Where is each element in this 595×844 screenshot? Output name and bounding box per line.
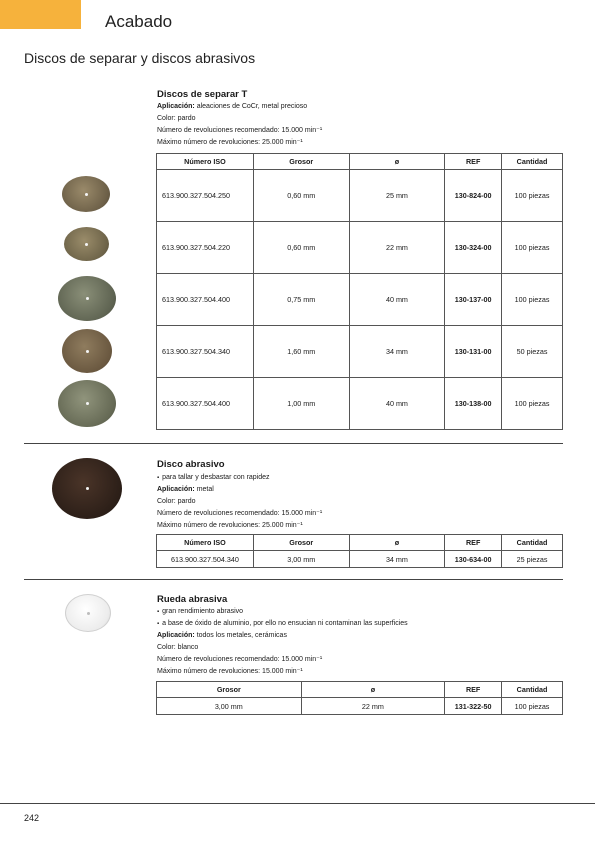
column-header: Grosor xyxy=(253,154,349,170)
table-row xyxy=(157,222,563,274)
thickness-cell: 3,00 mm xyxy=(157,698,302,715)
column-header: ø xyxy=(349,154,445,170)
column-header: ø xyxy=(349,535,445,551)
quantity-cell: 100 piezas xyxy=(502,378,563,430)
iso-number-cell: 613.900.327.504.340 xyxy=(157,551,254,568)
column-header: Grosor xyxy=(157,682,302,698)
product-table-discos-separar xyxy=(156,153,563,430)
quantity-cell: 100 piezas xyxy=(502,170,563,222)
page-header-title: Acabado xyxy=(105,12,173,31)
table-row xyxy=(157,551,563,568)
cutting-disc-image xyxy=(58,276,116,321)
column-header: REF xyxy=(445,682,502,698)
product-table-rueda-abrasiva xyxy=(156,681,563,715)
section-divider xyxy=(24,443,563,444)
table-header-row xyxy=(157,535,563,551)
color-line: Color: blanco xyxy=(157,644,199,651)
ref-cell: 130-137-00 xyxy=(445,274,502,326)
abrasive-disc-image xyxy=(52,458,122,519)
quantity-cell: 100 piezas xyxy=(502,222,563,274)
thickness-cell: 0,60 mm xyxy=(253,170,349,222)
column-header: REF xyxy=(445,535,502,551)
diameter-cell: 34 mm xyxy=(349,551,445,568)
table-row xyxy=(157,170,563,222)
column-header: Cantidad xyxy=(502,682,563,698)
page-number: 242 xyxy=(24,813,40,823)
ref-cell: 130-824-00 xyxy=(445,170,502,222)
cutting-disc-image xyxy=(64,227,109,261)
ref-cell: 130-138-00 xyxy=(445,378,502,430)
rpm-max-line: Máximo número de revoluciones: 25.000 min⁻¹ xyxy=(157,522,303,529)
diameter-cell: 34 mm xyxy=(349,326,445,378)
diameter-cell: 40 mm xyxy=(349,274,445,326)
diameter-cell: 22 mm xyxy=(349,222,445,274)
footer-divider xyxy=(0,803,595,804)
cutting-disc-image xyxy=(58,380,116,427)
quantity-cell: 100 piezas xyxy=(502,698,563,715)
application-line: Aplicación: aleaciones de CoCr, metal precioso xyxy=(157,103,308,110)
rpm-max-line: Máximo número de revoluciones: 25.000 min⁻¹ xyxy=(157,139,303,146)
thickness-cell: 0,60 mm xyxy=(253,222,349,274)
iso-number-cell: 613.900.327.504.340 xyxy=(157,326,254,378)
product-title-discos-separar: Discos de separar T xyxy=(157,89,248,100)
iso-number-cell: 613.900.327.504.220 xyxy=(157,222,254,274)
table-header-row xyxy=(157,154,563,170)
color-line: Color: pardo xyxy=(157,498,196,505)
column-header: REF xyxy=(445,154,502,170)
abrasive-wheel-image xyxy=(65,594,111,632)
ref-cell: 130-634-00 xyxy=(445,551,502,568)
quantity-cell: 25 piezas xyxy=(502,551,563,568)
ref-cell: 130-131-00 xyxy=(445,326,502,378)
rpm-max-line: Máximo número de revoluciones: 15.000 min⁻¹ xyxy=(157,668,303,675)
table-row xyxy=(157,698,563,715)
table-row xyxy=(157,326,563,378)
application-line: Aplicación: todos los metales, cerámicas xyxy=(157,632,287,639)
rpm-recommended-line: Número de revoluciones recomendado: 15.000 min⁻¹ xyxy=(157,656,323,663)
diameter-cell: 22 mm xyxy=(301,698,445,715)
ref-cell: 131-322-50 xyxy=(445,698,502,715)
quantity-cell: 100 piezas xyxy=(502,274,563,326)
column-header: ø xyxy=(301,682,445,698)
iso-number-cell: 613.900.327.504.400 xyxy=(157,378,254,430)
table-header-row xyxy=(157,682,563,698)
thickness-cell: 1,60 mm xyxy=(253,326,349,378)
header-accent-tab xyxy=(0,0,81,29)
product-title-disco-abrasivo: Disco abrasivo xyxy=(157,459,225,470)
column-header: Cantidad xyxy=(502,535,563,551)
product-table-disco-abrasivo xyxy=(156,534,563,568)
quantity-cell: 50 piezas xyxy=(502,326,563,378)
table-row xyxy=(157,378,563,430)
table-row xyxy=(157,274,563,326)
column-header: Cantidad xyxy=(502,154,563,170)
feature-bullet: ▪ gran rendimiento abrasivo xyxy=(157,606,243,618)
rpm-recommended-line: Número de revoluciones recomendado: 15.000 min⁻¹ xyxy=(157,510,323,517)
iso-number-cell: 613.900.327.504.250 xyxy=(157,170,254,222)
product-title-rueda-abrasiva: Rueda abrasiva xyxy=(157,594,228,605)
cutting-disc-image xyxy=(62,329,112,373)
rpm-recommended-line: Número de revoluciones recomendado: 15.000 min⁻¹ xyxy=(157,127,323,134)
column-header: Número ISO xyxy=(157,535,254,551)
section-title: Discos de separar y discos abrasivos xyxy=(24,50,256,66)
ref-cell: 130-324-00 xyxy=(445,222,502,274)
column-header: Grosor xyxy=(253,535,349,551)
diameter-cell: 25 mm xyxy=(349,170,445,222)
feature-bullet: ▪ a base de óxido de aluminio, por ello no ensucian ni contaminan las superficies xyxy=(157,618,408,630)
thickness-cell: 0,75 mm xyxy=(253,274,349,326)
thickness-cell: 3,00 mm xyxy=(253,551,349,568)
application-line: Aplicación: metal xyxy=(157,486,214,493)
column-header: Número ISO xyxy=(157,154,254,170)
diameter-cell: 40 mm xyxy=(349,378,445,430)
cutting-disc-image xyxy=(62,176,110,212)
feature-bullet: ▪ para tallar y desbastar con rapidez xyxy=(157,472,270,484)
section-divider xyxy=(24,579,563,580)
iso-number-cell: 613.900.327.504.400 xyxy=(157,274,254,326)
color-line: Color: pardo xyxy=(157,115,196,122)
thickness-cell: 1,00 mm xyxy=(253,378,349,430)
